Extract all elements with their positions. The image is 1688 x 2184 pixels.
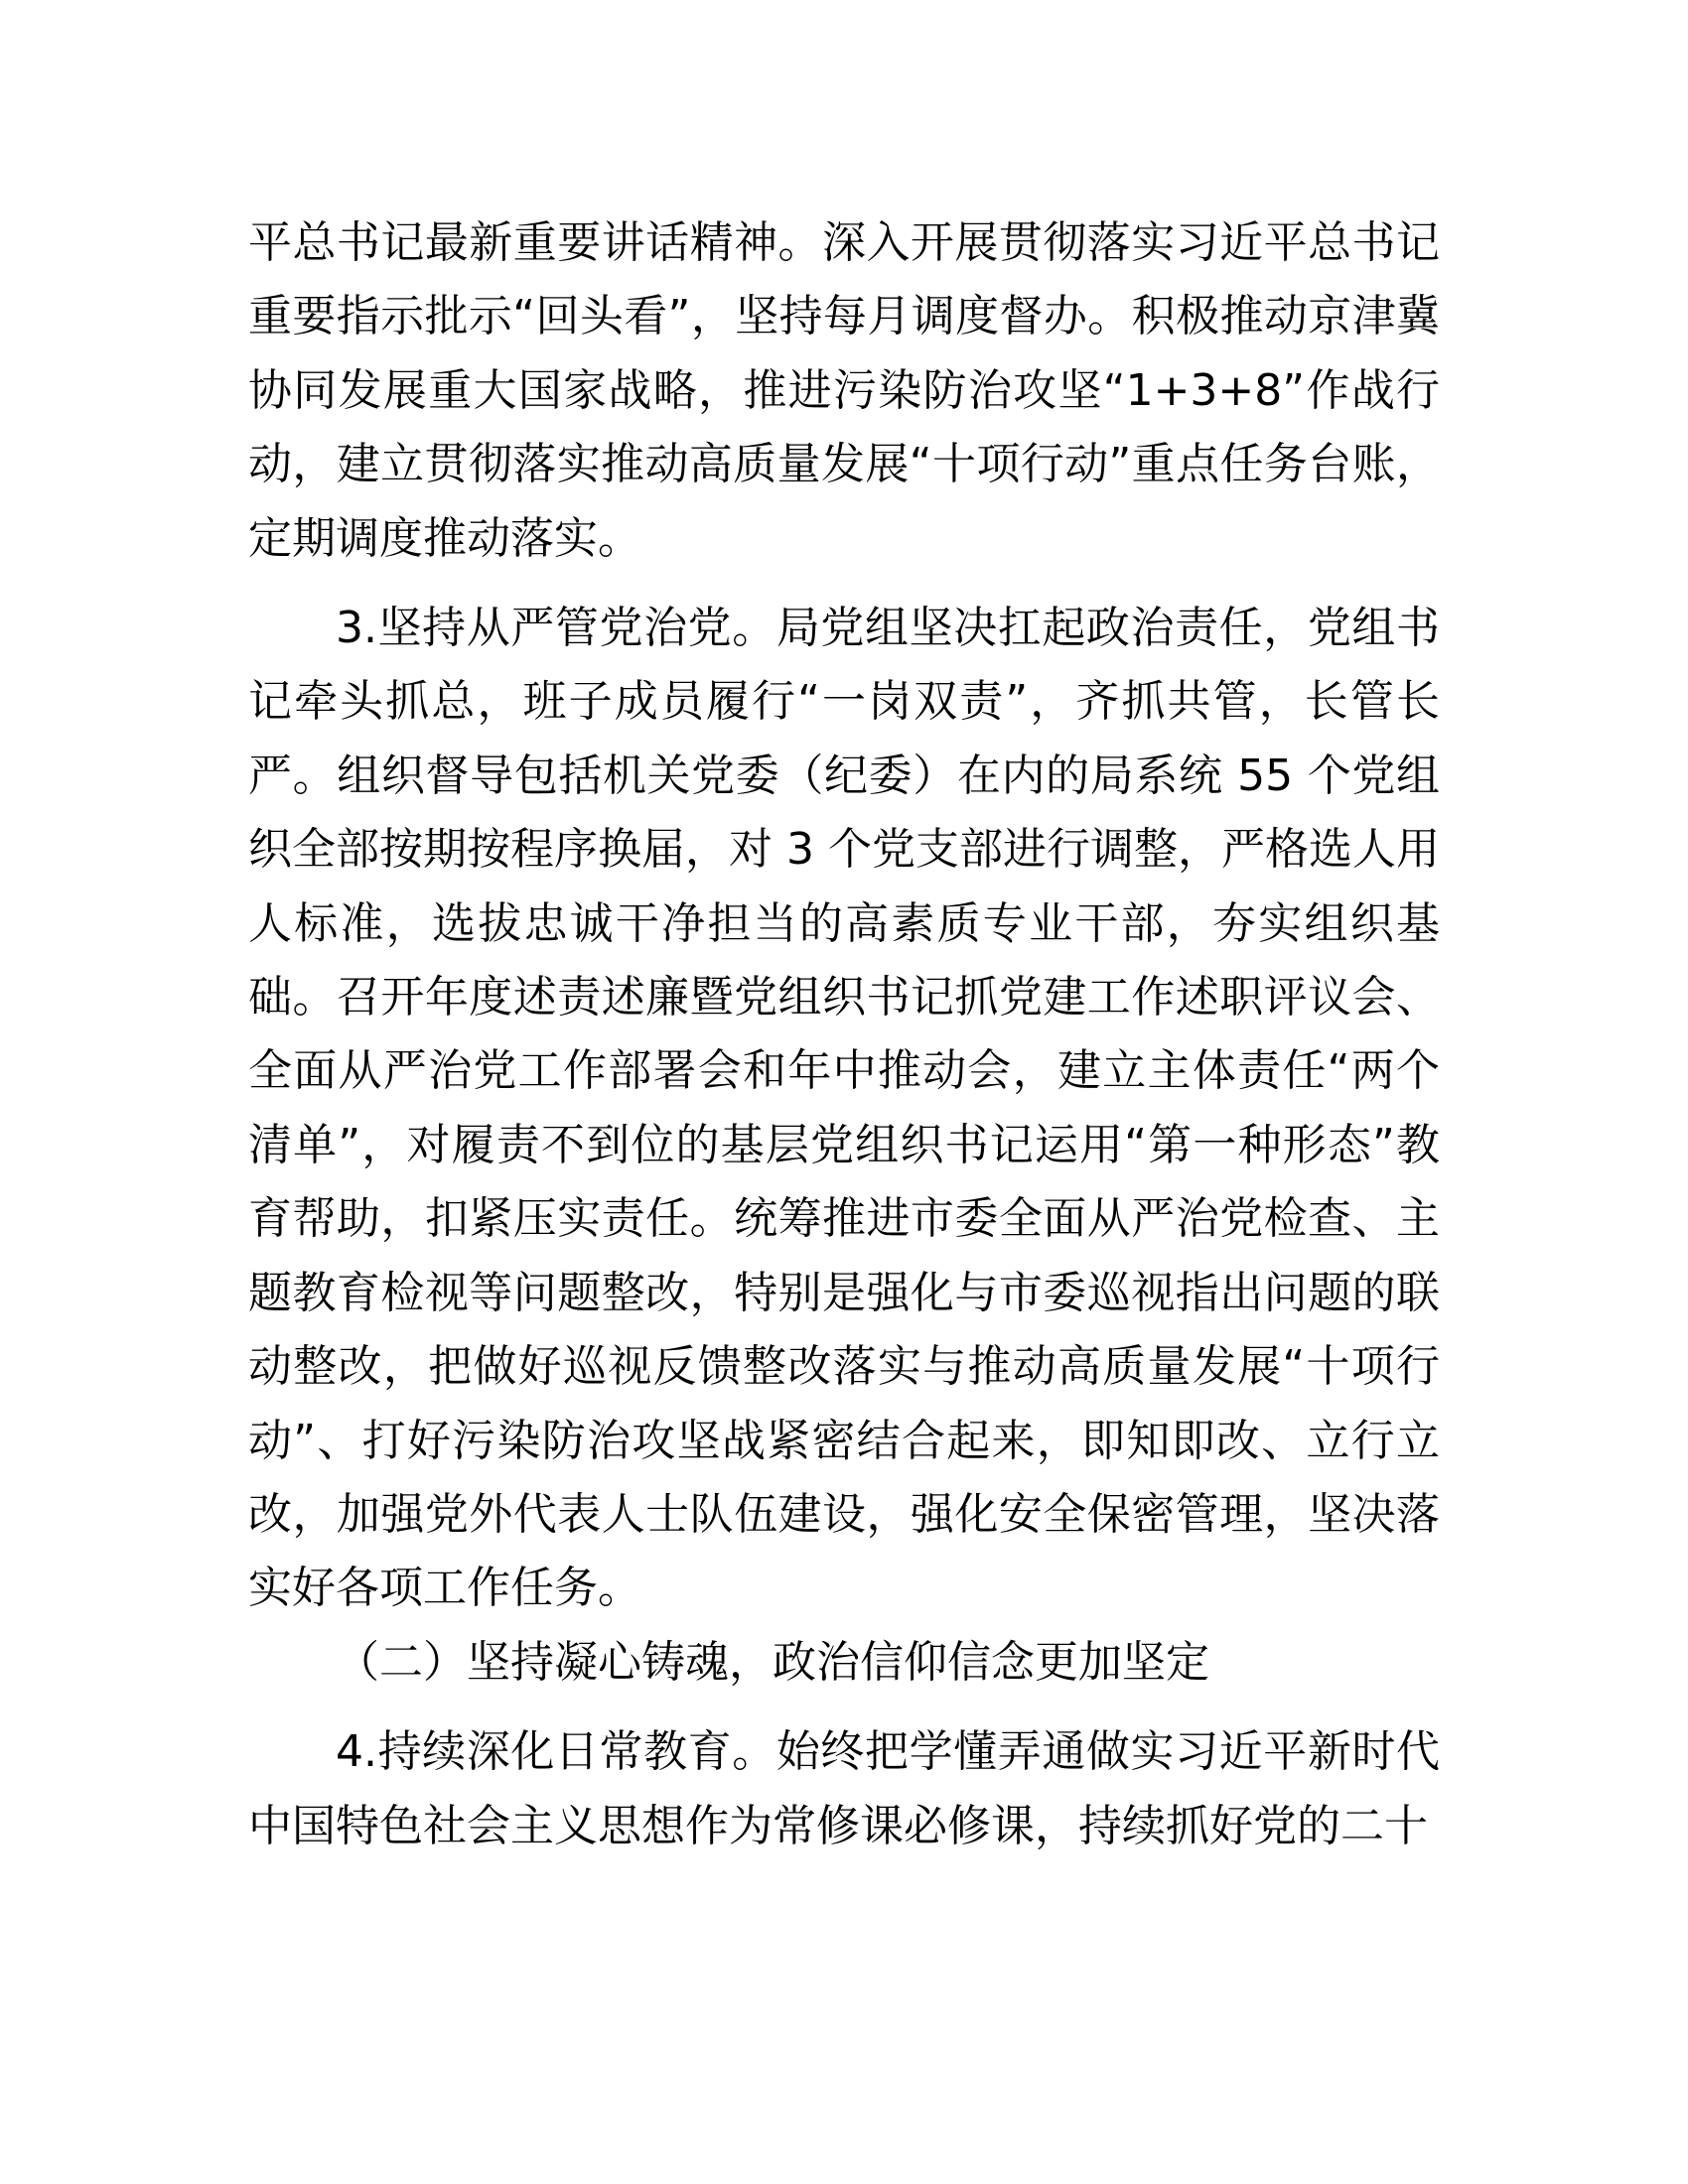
paragraph-strict-party-governance: 3.坚持从严管党治党。局党组坚决扛起政治责任，党组书记牵头抓总，班子成员履行“一岗双责”，齐抓共管，长管长严。组织督导包括机关党委（纪委）在内的局系统 55 个党组织全部按期按程序换届，对 3 个党支部进行调整，严格选人用人标准，选拔忠诚干净担当的高素质专业干部，夯实组织基础。召开年度述责述廉暨党组织书记抓党建工作述职评议会、全面从严治党工作部署会和年中推动会，建立主体责任“两个清单”，对履责不到位的基层党组织书记运用“第一种形态”教育帮助，扣紧压实责任。统筹推进市委全面从严治党检查、主题教育检视等问题整改，特别是强化与市委巡视指出问题的联动整改，把做好巡视反馈整改落实与推动高质量发展“十项行动”、打好污染防治攻坚战紧密结合起来，即知即改、立行立改，加强党外代表人士队伍建设，强化安全保密管理，坚决落实好各项工作任务。 xyxy=(248,603,1440,1614)
paragraph-continuation: 平总书记最新重要讲话精神。深入开展贯彻落实习近平总书记重要指示批示“回头看”，坚持每月调度督办。积极推动京津冀协同发展重大国家战略，推进污染防治攻坚“1+3+8”作战行动，建立贯彻落实推动高质量发展“十项行动”重点任务台账，定期调度推动落实。 xyxy=(248,217,1440,564)
paragraph-daily-education: 4.持续深化日常教育。始终把学懂弄通做实习近平新时代中国特色社会主义思想作为常修课必修课，持续抓好党的二十 xyxy=(248,1726,1440,1851)
document-body xyxy=(248,206,1440,1863)
section-heading: （二）坚持凝心铸魂，政治信仰信念更加坚定 xyxy=(336,1636,1209,1688)
